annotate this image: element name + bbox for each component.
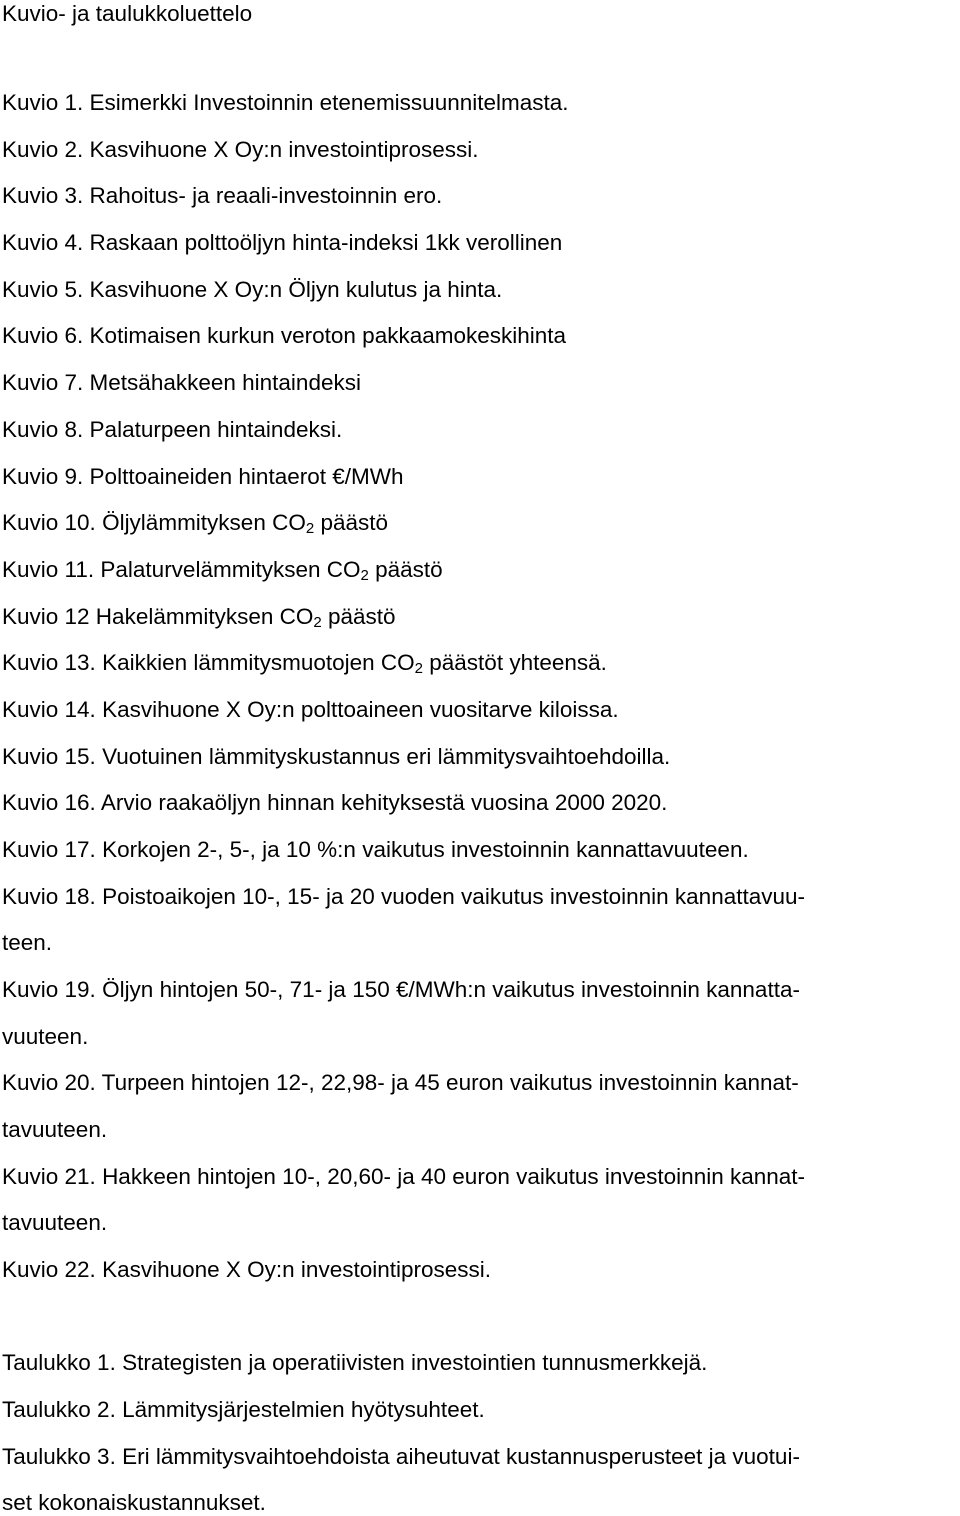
figure-entry-12 — [2, 604, 396, 630]
figure-entry-13 — [2, 650, 607, 676]
figure-entry-text: päästö — [314, 510, 388, 535]
table-entry-3: Taulukko 3. Eri lämmitysvaihtoehdoista aiheutuvat kustannusperusteet ja vuotui- — [2, 1444, 800, 1469]
figure-entry-7: Kuvio 7. Metsähakkeen hintaindeksi — [2, 370, 361, 395]
figure-entry-6: Kuvio 6. Kotimaisen kurkun veroton pakkaamokeskihinta — [2, 323, 567, 348]
figure-entry-4: Kuvio 4. Raskaan polttoöljyn hinta-indeksi 1kk verollinen — [2, 230, 563, 255]
figure-entry-22: Kuvio 22. Kasvihuone X Oy:n investointiprosessi. — [2, 1257, 492, 1282]
table-entry-3-cont: set kokonaiskustannukset. — [2, 1490, 266, 1515]
figure-entry-9: Kuvio 9. Polttoaineiden hintaerot €/MWh — [2, 464, 404, 489]
figure-entry-19: Kuvio 19. Öljyn hintojen 50-, 71- ja 150 €/MWh:n vaikutus investoinnin kannatta- — [2, 977, 800, 1002]
subscript: 2 — [360, 567, 369, 584]
figure-entry-11 — [2, 557, 443, 583]
figure-entry-17: Kuvio 17. Korkojen 2-, 5-, ja 10 %:n vaikutus investoinnin kannattavuuteen. — [2, 837, 749, 862]
figure-entry-18-cont: teen. — [2, 930, 53, 955]
figure-entry-14: Kuvio 14. Kasvihuone X Oy:n polttoaineen vuositarve kiloissa. — [2, 697, 619, 722]
figure-entry-19-cont: vuuteen. — [2, 1024, 89, 1049]
figure-entry-1: Kuvio 1. Esimerkki Investoinnin etenemissuunnitelmasta. — [2, 90, 569, 115]
table-entry-1: Taulukko 1. Strategisten ja operatiivisten investointien tunnusmerkkejä. — [2, 1350, 708, 1375]
subscript: 2 — [313, 614, 322, 631]
figure-entry-text: Kuvio 13. Kaikkien lämmitysmuotojen CO — [2, 650, 415, 675]
figure-entry-text: Kuvio 10. Öljylämmityksen CO — [2, 510, 306, 535]
figure-entry-text: Kuvio 12 Hakelämmityksen CO — [2, 604, 314, 629]
figure-entry-20: Kuvio 20. Turpeen hintojen 12-, 22,98- ja 45 euron vaikutus investoinnin kannat- — [2, 1070, 799, 1095]
figure-entry-3: Kuvio 3. Rahoitus- ja reaali-investoinnin ero. — [2, 183, 443, 208]
figure-entry-15: Kuvio 15. Vuotuinen lämmityskustannus eri lämmitysvaihtoehdoilla. — [2, 744, 671, 769]
page-title: Kuvio- ja taulukkoluettelo — [2, 1, 253, 26]
figure-entry-20-cont: tavuuteen. — [2, 1117, 108, 1142]
figure-entry-18: Kuvio 18. Poistoaikojen 10-, 15- ja 20 vuoden vaikutus investoinnin kannattavuu- — [2, 884, 806, 909]
figure-entry-text: päästöt yhteensä. — [423, 650, 607, 675]
figure-entry-text: päästö — [368, 557, 443, 582]
figure-entry-2: Kuvio 2. Kasvihuone X Oy:n investointiprosessi. — [2, 137, 479, 162]
figure-entry-text: päästö — [321, 604, 396, 629]
figure-entry-5: Kuvio 5. Kasvihuone X Oy:n Öljyn kulutus ja hinta. — [2, 277, 503, 302]
figure-entry-8: Kuvio 8. Palaturpeen hintaindeksi. — [2, 417, 343, 442]
figure-entry-21-cont: tavuuteen. — [2, 1210, 108, 1235]
subscript: 2 — [305, 520, 315, 537]
figure-entry-16: Kuvio 16. Arvio raakaöljyn hinnan kehityksestä vuosina 2000 2020. — [2, 790, 668, 815]
subscript: 2 — [414, 660, 424, 677]
figure-entry-10 — [2, 510, 388, 536]
figure-entry-21: Kuvio 21. Hakkeen hintojen 10-, 20,60- ja 40 euron vaikutus investoinnin kannat- — [2, 1164, 806, 1189]
figure-entry-text: Kuvio 11. Palaturvelämmityksen CO — [2, 557, 361, 582]
table-entry-2: Taulukko 2. Lämmitysjärjestelmien hyötysuhteet. — [2, 1397, 485, 1422]
